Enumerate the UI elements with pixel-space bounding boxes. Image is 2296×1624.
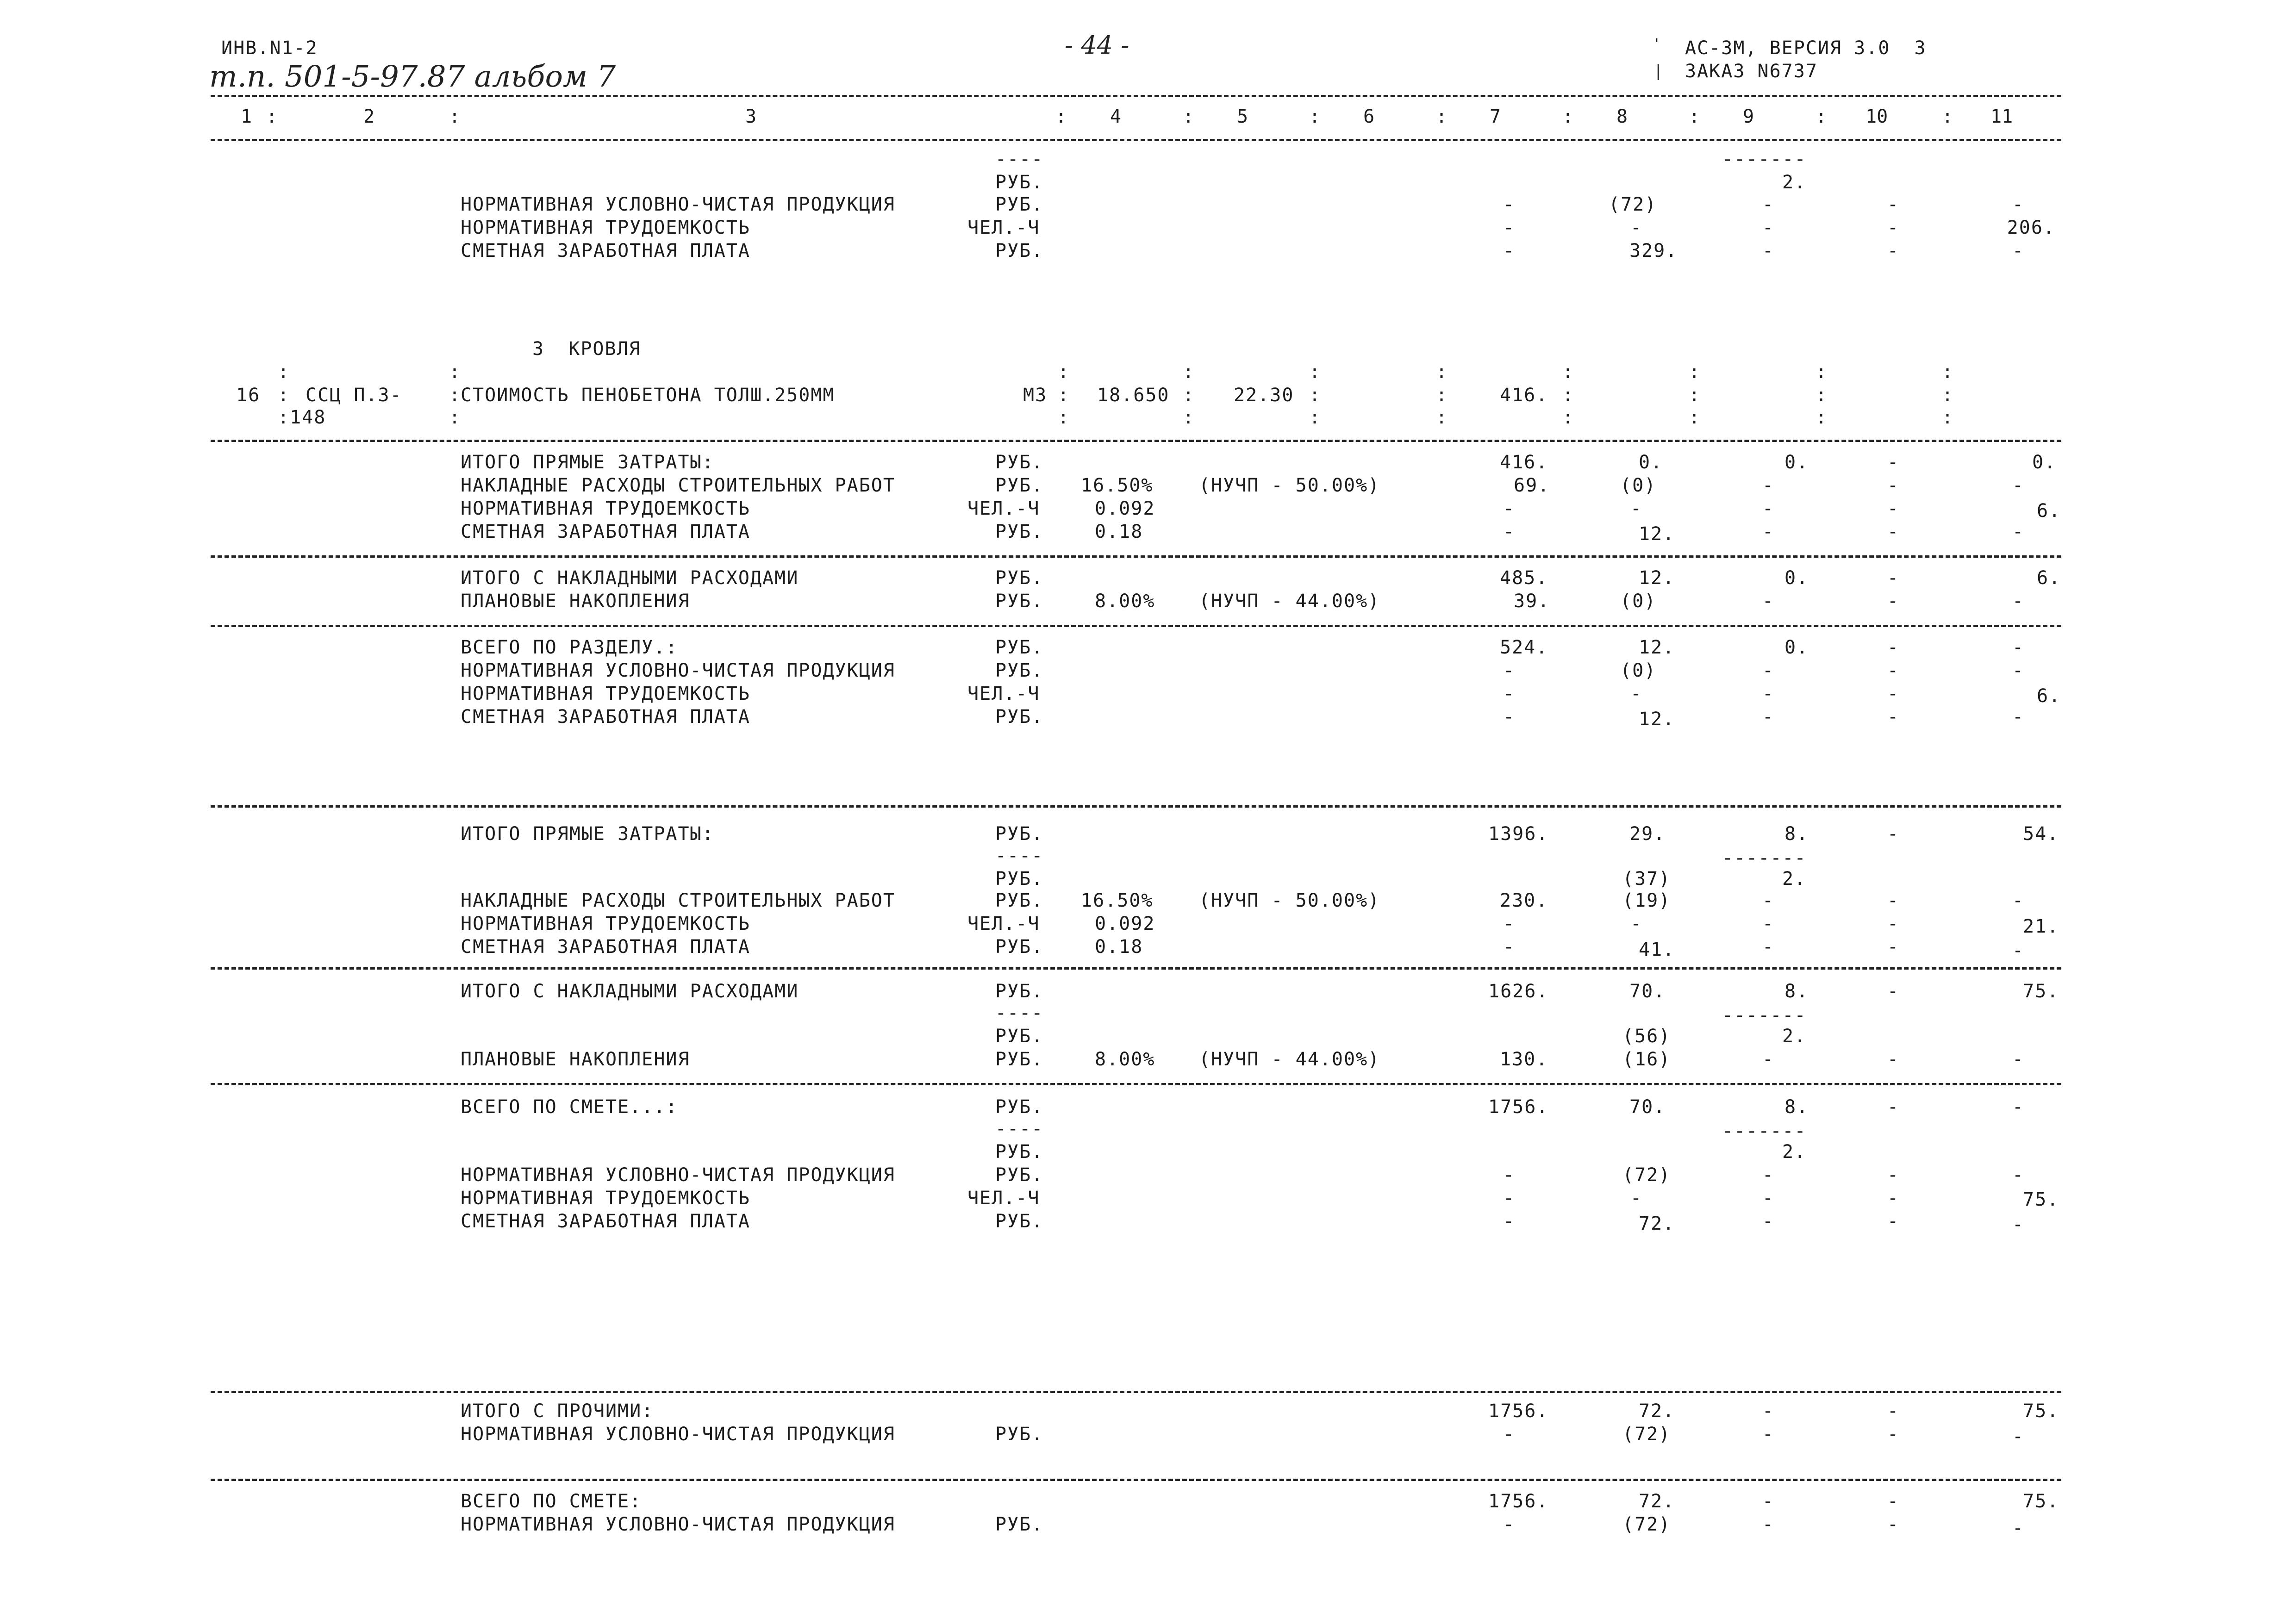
value-cell: - xyxy=(1887,1400,1900,1422)
value-cell: - xyxy=(1503,194,1516,215)
value-cell: - xyxy=(1762,1164,1775,1186)
value-cell: 329. xyxy=(1629,240,1678,261)
value-cell: - xyxy=(1503,706,1516,728)
row-label-labor: НОРМАТИВНАЯ ТРУДОЕМКОСТЬ xyxy=(461,683,750,704)
value-cell: (72) xyxy=(1609,194,1657,215)
row-label-wage: СМЕТНАЯ ЗАРАБОТНАЯ ПЛАТА xyxy=(461,240,750,261)
unit-chel: ЧЕЛ.-Ч xyxy=(967,913,1040,934)
value-cell: - xyxy=(1762,240,1775,261)
value-cell: 0. xyxy=(1784,452,1809,473)
value-cell: 0. xyxy=(1784,567,1809,589)
inventory-number: ИНВ.N1-2 xyxy=(221,37,318,59)
unit-dashes: ---- xyxy=(995,845,1044,866)
value-cell: - xyxy=(1503,498,1516,519)
value-cell: 1396. xyxy=(1488,823,1549,845)
unit-rub: РУБ. xyxy=(995,1424,1044,1445)
value-cell: - xyxy=(1762,1514,1775,1535)
row-label-planned: ПЛАНОВЫЕ НАКОПЛЕНИЯ xyxy=(461,1049,690,1070)
row-label-wage: СМЕТНАЯ ЗАРАБОТНАЯ ПЛАТА xyxy=(461,521,750,542)
value-cell: 0. xyxy=(1639,452,1663,473)
row-label-labor: НОРМАТИВНАЯ ТРУДОЕМКОСТЬ xyxy=(461,1188,750,1209)
value-cell: - xyxy=(1887,913,1900,934)
unit-rub: РУБ. xyxy=(995,591,1044,612)
value-cell: 8. xyxy=(1784,981,1809,1002)
col9-dashes: ------- xyxy=(1722,149,1807,170)
value-cell: (56) xyxy=(1622,1026,1671,1047)
unit-dashes: ---- xyxy=(995,149,1044,170)
col-header-1: 1 xyxy=(241,106,252,127)
row-label-nucp: НОРМАТИВНАЯ УСЛОВНО-ЧИСТАЯ ПРОДУКЦИЯ xyxy=(461,1164,895,1186)
value-cell: (72) xyxy=(1622,1424,1671,1445)
col-sep: : xyxy=(1436,407,1447,428)
col-sep: : xyxy=(1816,361,1827,383)
row-label-nucp: НОРМАТИВНАЯ УСЛОВНО-ЧИСТАЯ ПРОДУКЦИЯ xyxy=(461,194,895,215)
unit-rub: РУБ. xyxy=(995,1164,1044,1186)
value-cell: - xyxy=(1887,1188,1900,1209)
value-cell: - xyxy=(1887,498,1900,519)
col-sep: : xyxy=(1562,361,1574,383)
divider xyxy=(211,555,2061,558)
value-cell: - xyxy=(2012,1096,2025,1118)
value-cell: - xyxy=(1887,637,1900,658)
value-cell: - xyxy=(1503,1424,1516,1445)
value-cell: 0.092 xyxy=(1095,913,1155,934)
col-sep: : xyxy=(1816,106,1827,127)
unit-dashes: ---- xyxy=(995,1118,1044,1139)
col-sep: : xyxy=(1309,106,1321,127)
unit-rub: РУБ. xyxy=(995,194,1044,215)
value-cell: - xyxy=(1762,706,1775,728)
value-cell: - xyxy=(1762,498,1775,519)
value-cell: - xyxy=(1503,683,1516,704)
value-cell: 2. xyxy=(1782,172,1807,193)
divider xyxy=(211,440,2061,442)
col-sep: : xyxy=(1436,106,1447,127)
unit-rub: РУБ. xyxy=(995,890,1044,911)
value-cell: - xyxy=(1503,1188,1516,1209)
value-cell: (19) xyxy=(1622,890,1671,911)
col-header-11: 11 xyxy=(1990,106,2013,127)
value-cell: - xyxy=(1887,683,1900,704)
unit-rub: РУБ. xyxy=(995,868,1044,890)
col-sep: : xyxy=(449,385,461,406)
value-cell: (72) xyxy=(1622,1164,1671,1186)
value-cell: (НУЧП - 44.00%) xyxy=(1199,1049,1380,1070)
col-sep: : xyxy=(1562,407,1574,428)
col-header-6: 6 xyxy=(1363,106,1375,127)
value-cell: - xyxy=(1762,1491,1775,1512)
value-cell: 54. xyxy=(2023,823,2059,845)
value-cell: 0.092 xyxy=(1095,498,1155,519)
col-sep: : xyxy=(1942,106,1953,127)
value-cell: 6. xyxy=(2037,567,2061,589)
value-cell: 41. xyxy=(1639,939,1675,960)
divider xyxy=(211,1083,2061,1085)
unit-rub: РУБ. xyxy=(995,660,1044,681)
value-cell: 12. xyxy=(1639,709,1675,730)
item-code: ССЦ П.3- xyxy=(306,385,402,406)
value-cell: - xyxy=(1887,591,1900,612)
value-cell: 70. xyxy=(1629,1096,1666,1118)
col-sep: : xyxy=(1183,106,1194,127)
divider xyxy=(211,805,2061,808)
col-sep: : xyxy=(278,385,289,406)
col-header-2: 2 xyxy=(363,106,375,127)
item-unit-price: 22.30 xyxy=(1234,385,1294,406)
row-label-wage: СМЕТНАЯ ЗАРАБОТНАЯ ПЛАТА xyxy=(461,1211,750,1232)
col-sep: : xyxy=(1309,361,1321,383)
value-cell: - xyxy=(1630,217,1643,238)
col-sep: : xyxy=(1055,106,1067,127)
col-sep: : xyxy=(1183,361,1194,383)
value-cell: - xyxy=(1630,498,1643,519)
value-cell: 6. xyxy=(2037,500,2061,522)
value-cell: - xyxy=(1887,706,1900,728)
value-cell: 72. xyxy=(1639,1213,1675,1234)
value-cell: 1756. xyxy=(1488,1400,1549,1422)
col-sep: : xyxy=(1689,385,1700,406)
col-sep: : xyxy=(449,361,461,383)
col-header-4: 4 xyxy=(1110,106,1122,127)
value-cell: 1756. xyxy=(1488,1491,1549,1512)
value-cell: - xyxy=(1887,890,1900,911)
unit-dashes: ---- xyxy=(995,1002,1044,1024)
divider xyxy=(211,625,2061,627)
row-label-labor: НОРМАТИВНАЯ ТРУДОЕМКОСТЬ xyxy=(461,498,750,519)
value-cell: - xyxy=(2012,706,2025,728)
value-cell: - xyxy=(2012,591,2025,612)
value-cell: - xyxy=(1762,1188,1775,1209)
row-label-nucp: НОРМАТИВНАЯ УСЛОВНО-ЧИСТАЯ ПРОДУКЦИЯ xyxy=(461,1514,895,1535)
value-cell: 6. xyxy=(2037,685,2061,707)
value-cell: - xyxy=(1887,981,1900,1002)
col-sep: : xyxy=(1058,407,1069,428)
unit-rub: РУБ. xyxy=(995,1049,1044,1070)
row-label-nucp: НОРМАТИВНАЯ УСЛОВНО-ЧИСТАЯ ПРОДУКЦИЯ xyxy=(461,660,895,681)
row-label-with-overhead: ИТОГО С НАКЛАДНЫМИ РАСХОДАМИ xyxy=(461,981,799,1002)
value-cell: - xyxy=(1887,936,1900,958)
value-cell: 8.00% xyxy=(1095,591,1155,612)
col-sep: : xyxy=(266,106,278,127)
item-name: СТОИМОСТЬ ПЕНОБЕТОНА ТОЛШ.250ММ xyxy=(461,385,835,406)
value-cell: - xyxy=(1503,913,1516,934)
value-cell: (0) xyxy=(1620,591,1657,612)
value-cell: 72. xyxy=(1639,1491,1675,1512)
col-sep: : xyxy=(1689,106,1700,127)
value-cell: 0. xyxy=(1784,637,1809,658)
row-label-planned: ПЛАНОВЫЕ НАКОПЛЕНИЯ xyxy=(461,591,690,612)
unit-rub: РУБ. xyxy=(995,1211,1044,1232)
value-cell: - xyxy=(1762,1424,1775,1445)
value-cell: - xyxy=(1887,567,1900,589)
unit-rub: РУБ. xyxy=(995,521,1044,542)
col-sep: : xyxy=(1942,407,1953,428)
value-cell: - xyxy=(2012,1164,2025,1186)
unit-rub: РУБ. xyxy=(995,1141,1044,1163)
value-cell: - xyxy=(2012,475,2025,496)
row-label-with-other: ИТОГО С ПРОЧИМИ: xyxy=(461,1400,654,1422)
unit-rub: РУБ. xyxy=(995,567,1044,589)
unit-rub: РУБ. xyxy=(995,240,1044,261)
row-label-direct: ИТОГО ПРЯМЫЕ ЗАТРАТЫ: xyxy=(461,452,714,473)
value-cell: 2. xyxy=(1782,868,1807,890)
value-cell: - xyxy=(1503,936,1516,958)
value-cell: 8. xyxy=(1784,823,1809,845)
value-cell: - xyxy=(1762,475,1775,496)
col-header-7: 7 xyxy=(1490,106,1501,127)
program-version: АС-3М, ВЕРСИЯ 3.0 3 xyxy=(1685,37,1927,59)
version-mark: ' xyxy=(1653,36,1662,52)
handwritten-doc-reference: т.п. 501-5-97.87 альбом 7 xyxy=(209,60,616,94)
col-sep: : xyxy=(1058,361,1069,383)
col-sep: : xyxy=(449,407,461,428)
col9-dashes: ------- xyxy=(1722,847,1807,869)
value-cell: (НУЧП - 50.00%) xyxy=(1199,475,1380,496)
value-cell: 2. xyxy=(1782,1026,1807,1047)
value-cell: - xyxy=(2012,637,2025,658)
value-cell: - xyxy=(1503,1164,1516,1186)
value-cell: - xyxy=(2012,240,2025,261)
value-cell: - xyxy=(1762,217,1775,238)
value-cell: 130. xyxy=(1500,1049,1548,1070)
value-cell: - xyxy=(1887,660,1900,681)
row-label-with-overhead: ИТОГО С НАКЛАДНЫМИ РАСХОДАМИ xyxy=(461,567,799,589)
value-cell: - xyxy=(1887,452,1900,473)
col-sep: : xyxy=(1183,385,1194,406)
col-header-9: 9 xyxy=(1743,106,1754,127)
value-cell: - xyxy=(2012,521,2025,542)
unit-rub: РУБ. xyxy=(995,475,1044,496)
value-cell: 69. xyxy=(1514,475,1550,496)
order-number: ЗАКАЗ N6737 xyxy=(1685,61,1818,82)
row-label-estimate-total: ВСЕГО ПО СМЕТЕ: xyxy=(461,1491,642,1512)
value-cell: (37) xyxy=(1622,868,1671,890)
unit-rub: РУБ. xyxy=(995,823,1044,845)
value-cell: 0.18 xyxy=(1095,521,1143,542)
value-cell: 29. xyxy=(1629,823,1666,845)
col-sep: : xyxy=(1942,361,1953,383)
unit-rub: РУБ. xyxy=(995,172,1044,193)
value-cell: - xyxy=(1762,913,1775,934)
value-cell: - xyxy=(2012,1214,2025,1235)
col-sep: : xyxy=(1816,385,1827,406)
value-cell: (НУЧП - 44.00%) xyxy=(1199,591,1380,612)
value-cell: 8. xyxy=(1784,1096,1809,1118)
col-sep: : xyxy=(1562,106,1574,127)
value-cell: 416. xyxy=(1500,452,1548,473)
divider xyxy=(211,1391,2061,1393)
value-cell: (72) xyxy=(1622,1514,1671,1535)
value-cell: - xyxy=(1630,1188,1643,1209)
row-label-nucp: НОРМАТИВНАЯ УСЛОВНО-ЧИСТАЯ ПРОДУКЦИЯ xyxy=(461,1424,895,1445)
value-cell: - xyxy=(1762,1211,1775,1232)
col-sep: : xyxy=(1689,361,1700,383)
value-cell: - xyxy=(1762,591,1775,612)
value-cell: 39. xyxy=(1514,591,1550,612)
value-cell: - xyxy=(1630,683,1643,704)
unit-rub: РУБ. xyxy=(995,1096,1044,1118)
unit-chel: ЧЕЛ.-Ч xyxy=(967,683,1040,704)
col-sep: : xyxy=(1562,385,1574,406)
col-header-3: 3 xyxy=(745,106,757,127)
value-cell: 12. xyxy=(1639,637,1675,658)
value-cell: 75. xyxy=(2023,981,2059,1002)
value-cell: 8.00% xyxy=(1095,1049,1155,1070)
value-cell: 75. xyxy=(2023,1189,2059,1210)
value-cell: (0) xyxy=(1620,475,1657,496)
unit-rub: РУБ. xyxy=(995,706,1044,728)
col-header-10: 10 xyxy=(1866,106,1888,127)
value-cell: 21. xyxy=(2023,916,2059,937)
value-cell: - xyxy=(1762,890,1775,911)
value-cell: - xyxy=(2012,940,2025,961)
value-cell: - xyxy=(1887,1424,1900,1445)
col-sep: : xyxy=(1183,407,1194,428)
value-cell: 75. xyxy=(2023,1400,2059,1422)
value-cell: - xyxy=(2012,1518,2025,1539)
order-mark: | xyxy=(1653,62,1664,81)
unit-rub: РУБ. xyxy=(995,452,1044,473)
value-cell: - xyxy=(1503,1514,1516,1535)
value-cell: - xyxy=(1887,1514,1900,1535)
item-code-line2: :148 xyxy=(278,407,326,428)
col-sep: : xyxy=(1436,385,1447,406)
value-cell: - xyxy=(1503,217,1516,238)
row-label-wage: СМЕТНАЯ ЗАРАБОТНАЯ ПЛАТА xyxy=(461,706,750,728)
value-cell: - xyxy=(2012,194,2025,215)
col-sep: : xyxy=(449,106,461,127)
value-cell: - xyxy=(1762,683,1775,704)
value-cell: 1756. xyxy=(1488,1096,1549,1118)
value-cell: - xyxy=(2012,660,2025,681)
unit-rub: РУБ. xyxy=(995,981,1044,1002)
unit-rub: РУБ. xyxy=(995,936,1044,958)
row-label-direct: ИТОГО ПРЯМЫЕ ЗАТРАТЫ: xyxy=(461,823,714,845)
row-label-overhead: НАКЛАДНЫЕ РАСХОДЫ СТРОИТЕЛЬНЫХ РАБОТ xyxy=(461,475,895,496)
value-cell: - xyxy=(1887,475,1900,496)
value-cell: 0.18 xyxy=(1095,936,1143,958)
value-cell: - xyxy=(2012,1049,2025,1070)
col-sep: : xyxy=(1309,385,1321,406)
row-label-wage: СМЕТНАЯ ЗАРАБОТНАЯ ПЛАТА xyxy=(461,936,750,958)
value-cell: - xyxy=(1503,240,1516,261)
col9-dashes: ------- xyxy=(1722,1120,1807,1142)
value-cell: 1626. xyxy=(1488,981,1549,1002)
value-cell: - xyxy=(1887,521,1900,542)
value-cell: - xyxy=(2012,890,2025,911)
value-cell: - xyxy=(2012,1426,2025,1447)
row-label-section-total: ВСЕГО ПО РАЗДЕЛУ.: xyxy=(461,637,678,658)
value-cell: 230. xyxy=(1500,890,1548,911)
value-cell: 75. xyxy=(2023,1491,2059,1512)
value-cell: (НУЧП - 50.00%) xyxy=(1199,890,1380,911)
unit-rub: РУБ. xyxy=(995,1514,1044,1535)
divider xyxy=(211,1479,2061,1481)
section-title: 3 КРОВЛЯ xyxy=(532,338,641,360)
value-cell: 12. xyxy=(1639,567,1675,589)
col-sep: : xyxy=(1942,385,1953,406)
item-number: 16 xyxy=(236,385,261,406)
unit-chel: ЧЕЛ.-Ч xyxy=(967,1188,1040,1209)
value-cell: - xyxy=(1762,521,1775,542)
value-cell: 16.50% xyxy=(1081,890,1154,911)
value-cell: - xyxy=(1887,194,1900,215)
value-cell: - xyxy=(1887,1164,1900,1186)
value-cell: - xyxy=(1887,1491,1900,1512)
value-cell: 12. xyxy=(1639,523,1675,545)
value-cell: 16.50% xyxy=(1081,475,1154,496)
value-cell: - xyxy=(1503,1211,1516,1232)
header-top-rule xyxy=(211,95,2061,97)
item-unit: М3 xyxy=(1023,385,1048,406)
value-cell: - xyxy=(1887,1211,1900,1232)
unit-rub: РУБ. xyxy=(995,637,1044,658)
col-header-5: 5 xyxy=(1237,106,1248,127)
item-quantity: 18.650 xyxy=(1097,385,1170,406)
col-sep: : xyxy=(1309,407,1321,428)
col-sep: : xyxy=(1058,385,1069,406)
unit-rub: РУБ. xyxy=(995,1026,1044,1047)
value-cell: - xyxy=(1887,1096,1900,1118)
row-label-overhead: НАКЛАДНЫЕ РАСХОДЫ СТРОИТЕЛЬНЫХ РАБОТ xyxy=(461,890,895,911)
item-total: 416. xyxy=(1500,385,1548,406)
value-cell: - xyxy=(1887,823,1900,845)
value-cell: 524. xyxy=(1500,637,1548,658)
value-cell: 2. xyxy=(1782,1141,1807,1163)
row-label-estimate-total: ВСЕГО ПО СМЕТЕ...: xyxy=(461,1096,678,1118)
value-cell: - xyxy=(1887,217,1900,238)
row-label-labor: НОРМАТИВНАЯ ТРУДОЕМКОСТЬ xyxy=(461,913,750,934)
value-cell: (16) xyxy=(1622,1049,1671,1070)
value-cell: 0. xyxy=(2032,452,2057,473)
value-cell: - xyxy=(1762,1400,1775,1422)
value-cell: - xyxy=(1503,660,1516,681)
col-sep: : xyxy=(278,361,289,383)
value-cell: 70. xyxy=(1629,981,1666,1002)
value-cell: - xyxy=(1887,240,1900,261)
value-cell: - xyxy=(1762,1049,1775,1070)
col-sep: : xyxy=(1436,361,1447,383)
value-cell: - xyxy=(1762,936,1775,958)
value-cell: 485. xyxy=(1500,567,1548,589)
value-cell: - xyxy=(1503,521,1516,542)
value-cell: 72. xyxy=(1639,1400,1675,1422)
divider xyxy=(211,967,2061,970)
unit-chel: ЧЕЛ.-Ч xyxy=(967,498,1040,519)
unit-chel: ЧЕЛ.-Ч xyxy=(967,217,1040,238)
value-cell: - xyxy=(1630,913,1643,934)
value-cell: - xyxy=(1762,660,1775,681)
value-cell: - xyxy=(1762,194,1775,215)
col9-dashes: ------- xyxy=(1722,1005,1807,1026)
col-sep: : xyxy=(1689,407,1700,428)
row-label-labor: НОРМАТИВНАЯ ТРУДОЕМКОСТЬ xyxy=(461,217,750,238)
col-header-8: 8 xyxy=(1616,106,1628,127)
col-sep: : xyxy=(1816,407,1827,428)
value-cell: 206. xyxy=(2007,217,2055,238)
header-bottom-rule xyxy=(211,139,2061,141)
value-cell: (0) xyxy=(1620,660,1657,681)
value-cell: - xyxy=(1887,1049,1900,1070)
page-number: - 44 - xyxy=(1065,31,1129,60)
